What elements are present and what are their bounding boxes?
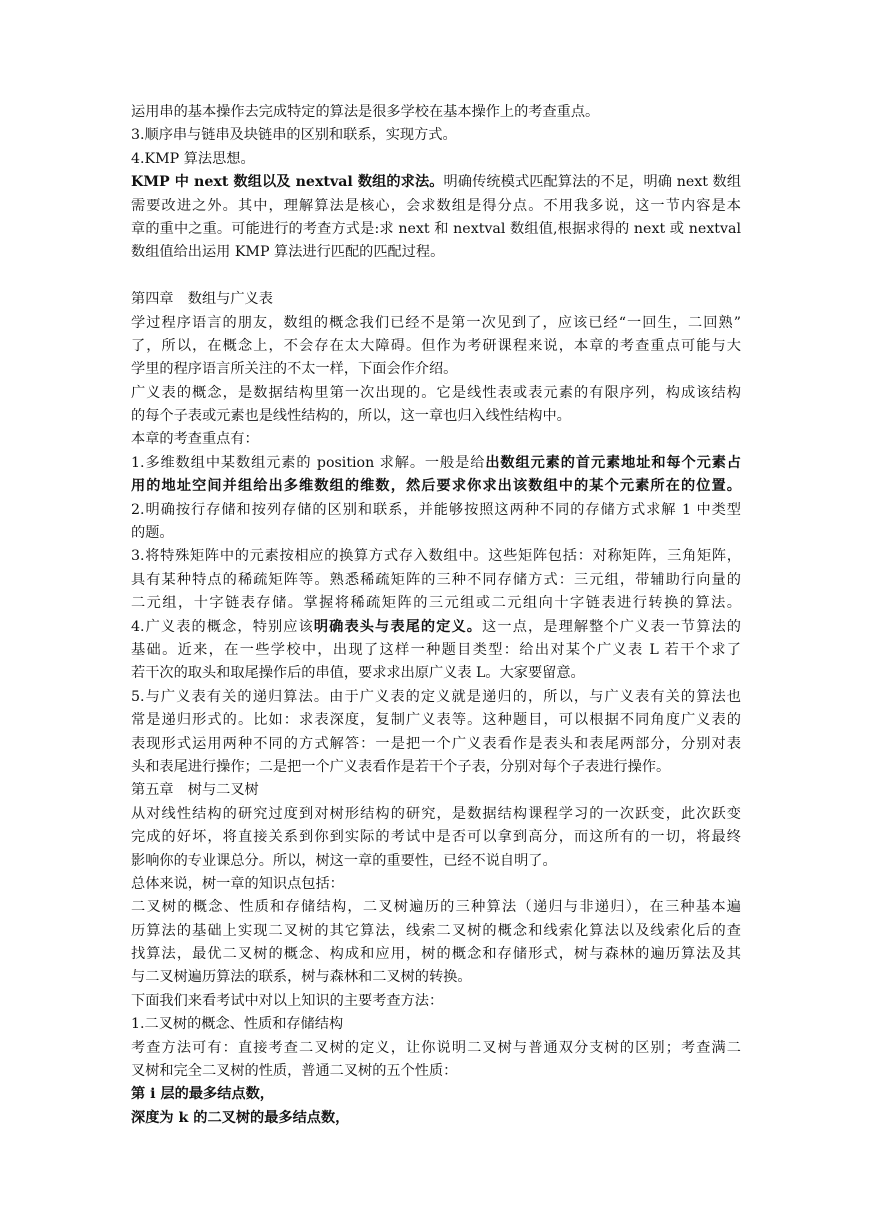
text-line: 2.明确按行存储和按列存储的区别和联系，并能够按照这两种不同的存储方式求解 1 中类型 xyxy=(131,501,741,518)
text-line: 数组值给出运用 KMP 算法进行匹配的匹配过程。 xyxy=(131,244,445,261)
chapter-heading: 第五章 树与二叉树 xyxy=(131,782,259,799)
bold-text: 用的地址空间并组给出多维数组的维数，然后要求你求出该数组中的某个元素所在的位置。 xyxy=(131,478,741,495)
text-line xyxy=(131,1083,741,1106)
text-line: 考查方法可有：直接考查二叉树的定义，让你说明二叉树与普通双分支树的区别；考查满二 xyxy=(131,1039,741,1056)
text-line: 3.将特殊矩阵中的元素按相应的换算方式存入数组中。这些矩阵包括：对称矩阵，三角矩阵， xyxy=(131,548,741,565)
text-line: 章的重中之重。可能进行的考查方式是:求 next 和 nextval 数组值,根据求得的 next 或 nextval xyxy=(131,220,741,237)
text-line: 影响你的专业课总分。所以，树这一章的重要性，已经不说自明了。 xyxy=(131,852,557,869)
text-line: 找算法，最优二叉树的概念、构成和应用，树的概念和存储形式，树与森林的遍历算法及其 xyxy=(131,946,741,963)
text-line: 具有某种特点的稀疏矩阵等。熟悉稀疏矩阵的三种不同存储方式：三元组，带辅助行向量的 xyxy=(131,571,741,588)
text-line: 二叉树的概念、性质和存储结构，二叉树遍历的三种算法（递归与非递归），在三种基本遍 xyxy=(131,899,741,916)
text-line: 了，所以，在概念上，不会存在太大障碍。但作为考研课程来说，本章的考查重点可能与大 xyxy=(131,337,741,354)
text-run: 明确传统模式匹配算法的不足，明确 next 数组 xyxy=(443,174,741,191)
text-line: 5.与广义表有关的递归算法。由于广义表的定义就是递归的，所以，与广义表有关的算法也 xyxy=(131,688,741,705)
bold-text: 出数组元素的首元素地址和每个元素占 xyxy=(485,454,741,471)
text-line: 1.二叉树的概念、性质和存储结构 xyxy=(131,1016,344,1033)
text-line: 的每个子表或元素也是线性结构的，所以，这一章也归入线性结构中。 xyxy=(131,408,571,425)
text-line xyxy=(131,171,741,194)
text-line xyxy=(131,1107,741,1130)
text-run: 1.多维数组中某数组元素的 position 求解。一般是给 xyxy=(131,454,486,471)
text-line: 表现形式运用两种不同的方式解答：一是把一个广义表看作是表头和表尾两部分，分别对表 xyxy=(131,735,741,752)
text-line: 叉树和完全二叉树的性质，普通二叉树的五个性质： xyxy=(131,1063,458,1080)
bold-text: 明确表头与表尾的定义。 xyxy=(313,618,483,635)
text-line: 学里的程序语言所关注的不太一样，下面会作介绍。 xyxy=(131,361,458,378)
bold-text: 第 i 层的最多结点数， xyxy=(131,1086,274,1103)
text-line: 总体来说，树一章的知识点包括： xyxy=(131,875,344,892)
text-line: 二元组，十字链表存储。掌握将稀疏矩阵的三元组或二元组向十字链表进行转换的算法。 xyxy=(131,595,741,612)
text-line: 完成的好坏，将直接关系到你到实际的考试中是否可以拿到高分，而这所有的一切，将最终 xyxy=(131,829,741,846)
text-line xyxy=(131,452,741,475)
text-line: 3.顺序串与链串及块链串的区别和联系，实现方式。 xyxy=(131,127,457,144)
text-line: 广义表的概念，是数据结构里第一次出现的。它是线性表或表元素的有限序列，构成该结构 xyxy=(131,384,741,401)
chapter-heading: 第四章 数组与广义表 xyxy=(131,291,273,308)
text-line: 常是递归形式的。比如：求表深度，复制广义表等。这种题目，可以根据不同角度广义表的 xyxy=(131,712,741,729)
text-line xyxy=(131,616,741,639)
text-run: 4.广义表的概念，特别应该 xyxy=(131,618,314,635)
blank-line xyxy=(131,265,741,288)
text-line: 若干次的取头和取尾操作后的串值，要求求出原广义表 L。大家要留意。 xyxy=(131,665,585,682)
text-line: 学过程序语言的朋友，数组的概念我们已经不是第一次见到了，应该已经“一回生，二回熟” xyxy=(131,314,741,331)
text-line xyxy=(131,475,741,498)
text-line: 基础。近来，在一些学校中，出现了这样一种题目类型：给出对某个广义表 L 若干个求了 xyxy=(131,641,741,658)
text-run: 这一点，是理解整个广义表一节算法的 xyxy=(482,618,741,635)
text-line: 头和表尾进行操作；二是把一个广义表看作是若干个子表，分别对每个子表进行操作。 xyxy=(131,758,671,775)
text-line: 的题。 xyxy=(131,525,174,542)
text-line: 需要改进之外。其中，理解算法是核心，会求数组是得分点。不用我多说，这一节内容是本 xyxy=(131,197,741,214)
text-line: 4.KMP 算法思想。 xyxy=(131,150,255,167)
text-line: 历算法的基础上实现二叉树的其它算法，线索二叉树的概念和线索化算法以及线索化后的查 xyxy=(131,922,741,939)
text-line: 本章的考查重点有： xyxy=(131,431,259,448)
bold-text: KMP 中 next 数组以及 nextval 数组的求法。 xyxy=(131,174,444,191)
text-line: 从对线性结构的研究过度到对树形结构的研究，是数据结构课程学习的一次跃变，此次跃变 xyxy=(131,805,741,822)
text-line: 与二叉树遍历算法的联系，树与森林和二叉树的转换。 xyxy=(131,969,472,986)
text-line: 运用串的基本操作去完成特定的算法是很多学校在基本操作上的考查重点。 xyxy=(131,104,600,120)
document-page xyxy=(131,101,741,1130)
text-line: 下面我们来看考试中对以上知识的主要考查方法： xyxy=(131,992,444,1009)
bold-text: 深度为 k 的二叉树的最多结点数， xyxy=(131,1109,350,1126)
